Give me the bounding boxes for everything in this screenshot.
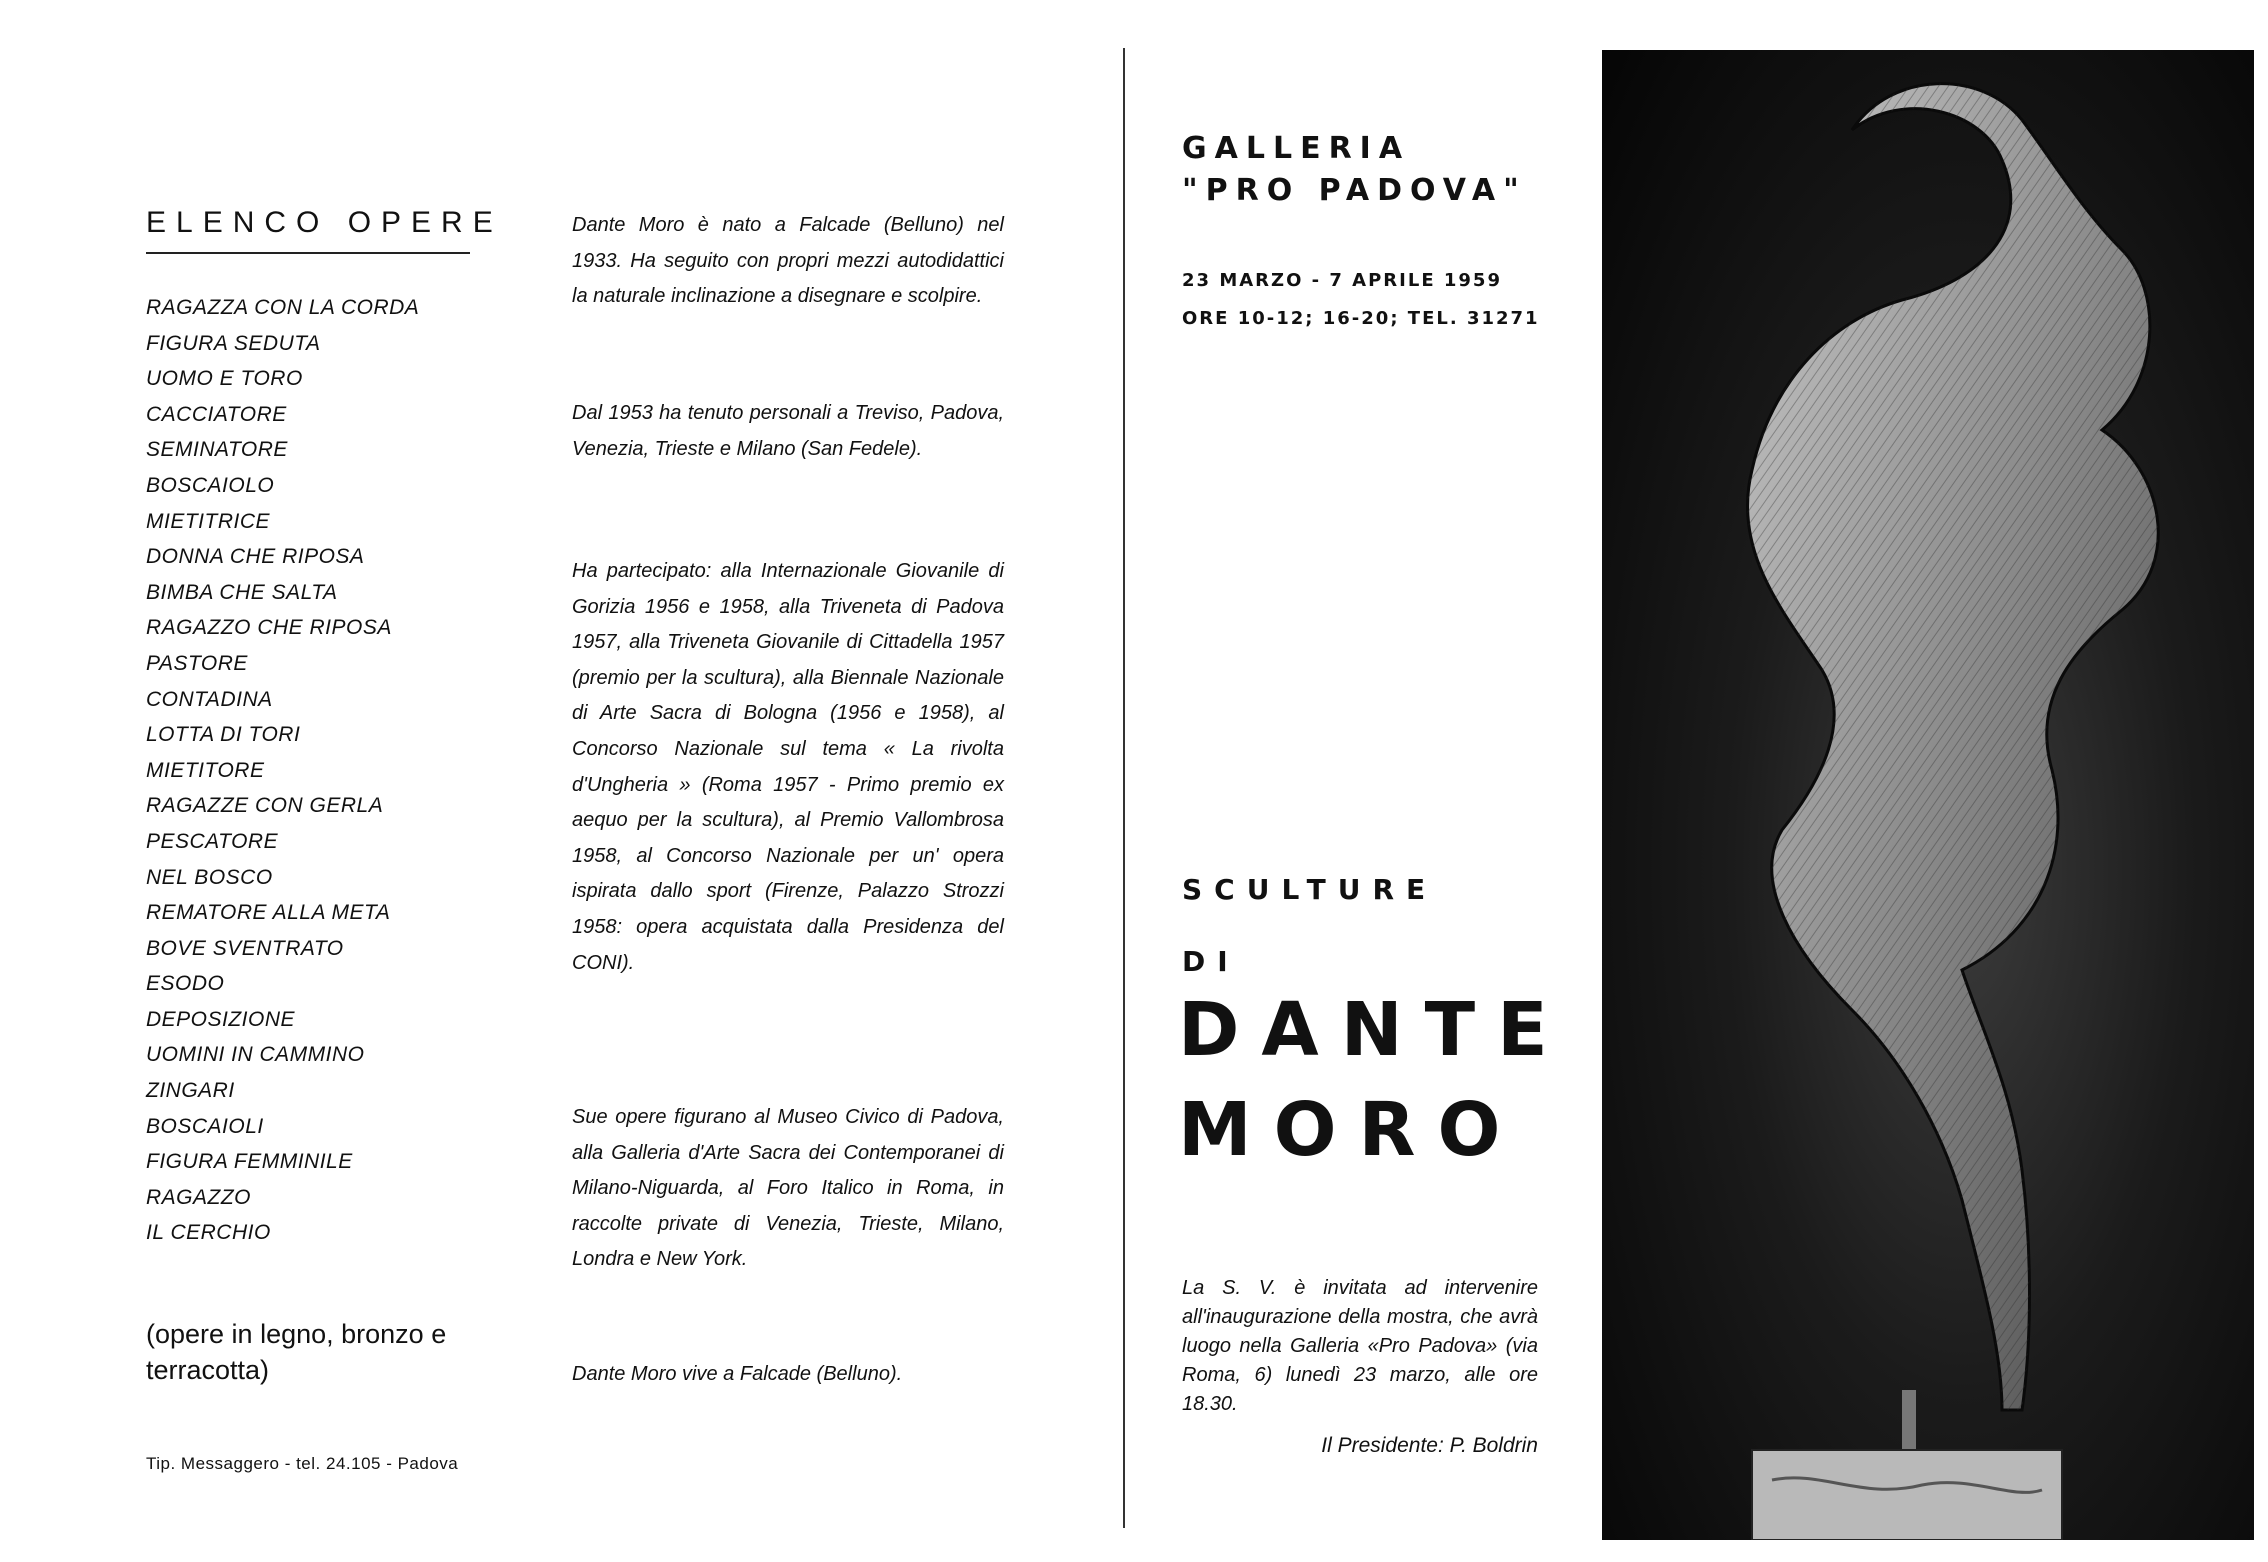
bio-paragraph-participations: Ha partecipato: alla Internazionale Giovanile di Gorizia 1956 e 1958, alla Triveneta di Padova 1957, alla Triveneta Giovanile di Cittadella 1957 (premio per la scultura), alla Biennale Nazionale di Arte Sacra di Bologna (1956 e 1958), al Concorso Nazionale sul tema « La rivolta d'Ungheria » (Roma 1957 - Primo premio ex aequo per la scultura), al Premio Vallombrosa 1958, al Concorso Nazionale per un' opera ispirata dallo sport (Firenze, Palazzo Strozzi 1958: opera acquistata dalla Presidenza del CONI).	[572, 560, 1004, 974]
work-item: SEMINATORE	[146, 438, 288, 462]
gallery-name	[1182, 128, 1527, 212]
sculpture-photo	[1602, 50, 2254, 1540]
bio-paragraph-collections: Sue opere figurano al Museo Civico di Padova, alla Galleria d'Arte Sacra dei Contemporanei di Milano-Niguarda, al Foro Italico in Roma, in raccolte private di Venezia, Trieste, Milano, Londra e New York.	[572, 1106, 1004, 1271]
work-item: NEL BOSCO	[146, 865, 273, 889]
sculpture-figure-image	[1602, 50, 2254, 1540]
works-list-title: ELENCO OPERE	[146, 206, 503, 239]
bio-paragraph-exhibitions: Dal 1953 ha tenuto personali a Treviso, Padova, Venezia, Trieste e Milano (San Fedele).	[572, 402, 1004, 460]
invitation-text: La S. V. è invitata ad intervenire all'inaugurazione della mostra, che avrà luogo nella Galleria «Pro Padova» (via Roma, 6) lunedì 23 marzo, alle ore 18.30.	[1182, 1277, 1538, 1415]
work-item: BOSCAIOLO	[146, 473, 275, 497]
work-item: FIGURA FEMMINILE	[146, 1150, 353, 1174]
gallery-line-2: "PRO PADOVA"	[1182, 173, 1527, 208]
work-item: UOMO E TORO	[146, 367, 303, 391]
bio-paragraph-residence: Dante Moro vive a Falcade (Belluno).	[572, 1363, 903, 1385]
artist-first-name: DANTE	[1178, 987, 1570, 1073]
opening-hours: ORE 10-12; 16-20; TEL. 31271	[1182, 308, 1540, 329]
bio-paragraph-birth: Dante Moro è nato a Falcade (Belluno) nel 1933. Ha seguito con propri mezzi autodidattici la naturale inclinazione a disegnare e scolpire.	[572, 214, 1004, 308]
materials-note: (opere in legno, bronzo e terracotta)	[146, 1319, 447, 1385]
work-item: LOTTA DI TORI	[146, 723, 301, 747]
work-item: ZINGARI	[146, 1079, 235, 1103]
work-item: PASTORE	[146, 651, 248, 675]
work-item: REMATORE ALLA META	[146, 901, 391, 925]
printer-credit: Tip. Messaggero - tel. 24.105 - Padova	[146, 1454, 459, 1473]
title-underline	[146, 252, 470, 254]
work-item: FIGURA SEDUTA	[146, 331, 321, 355]
pedestal-block	[1752, 1450, 2062, 1540]
work-item: BIMBA CHE SALTA	[146, 580, 338, 604]
artist-last-name: MORO	[1178, 1087, 1523, 1173]
work-item: UOMINI IN CAMMINO	[146, 1043, 365, 1067]
works-list	[146, 290, 419, 1251]
work-item: BOSCAIOLI	[146, 1114, 264, 1138]
gallery-line-1: GALLERIA	[1182, 131, 1411, 166]
work-item: DEPOSIZIONE	[146, 1007, 296, 1031]
fold-line	[1123, 48, 1125, 1528]
work-item: CONTADINA	[146, 687, 273, 711]
di-word: DI	[1182, 945, 1240, 978]
work-item: BOVE SVENTRATO	[146, 936, 344, 960]
work-item: RAGAZZA CON LA CORDA	[146, 296, 420, 319]
work-item: IL CERCHIO	[146, 1221, 271, 1245]
work-item: MIETITORE	[146, 758, 265, 782]
artist-name	[1178, 980, 1570, 1180]
work-item: RAGAZZE CON GERLA	[146, 794, 384, 818]
exhibition-dates	[1182, 262, 1540, 338]
work-item: PESCATORE	[146, 829, 279, 853]
date-range: 23 MARZO - 7 APRILE 1959	[1182, 270, 1502, 291]
work-item: MIETITRICE	[146, 509, 270, 533]
work-item: ESODO	[146, 972, 225, 996]
sculptures-heading	[1182, 854, 1437, 998]
sculture-word: SCULTURE	[1182, 873, 1438, 906]
work-item: RAGAZZO	[146, 1185, 252, 1209]
work-item: RAGAZZO CHE RIPOSA	[146, 616, 392, 640]
work-item: DONNA CHE RIPOSA	[146, 545, 365, 569]
work-item: CACCIATORE	[146, 402, 287, 426]
president-signature: Il Presidente: P. Boldrin	[1321, 1434, 1538, 1457]
